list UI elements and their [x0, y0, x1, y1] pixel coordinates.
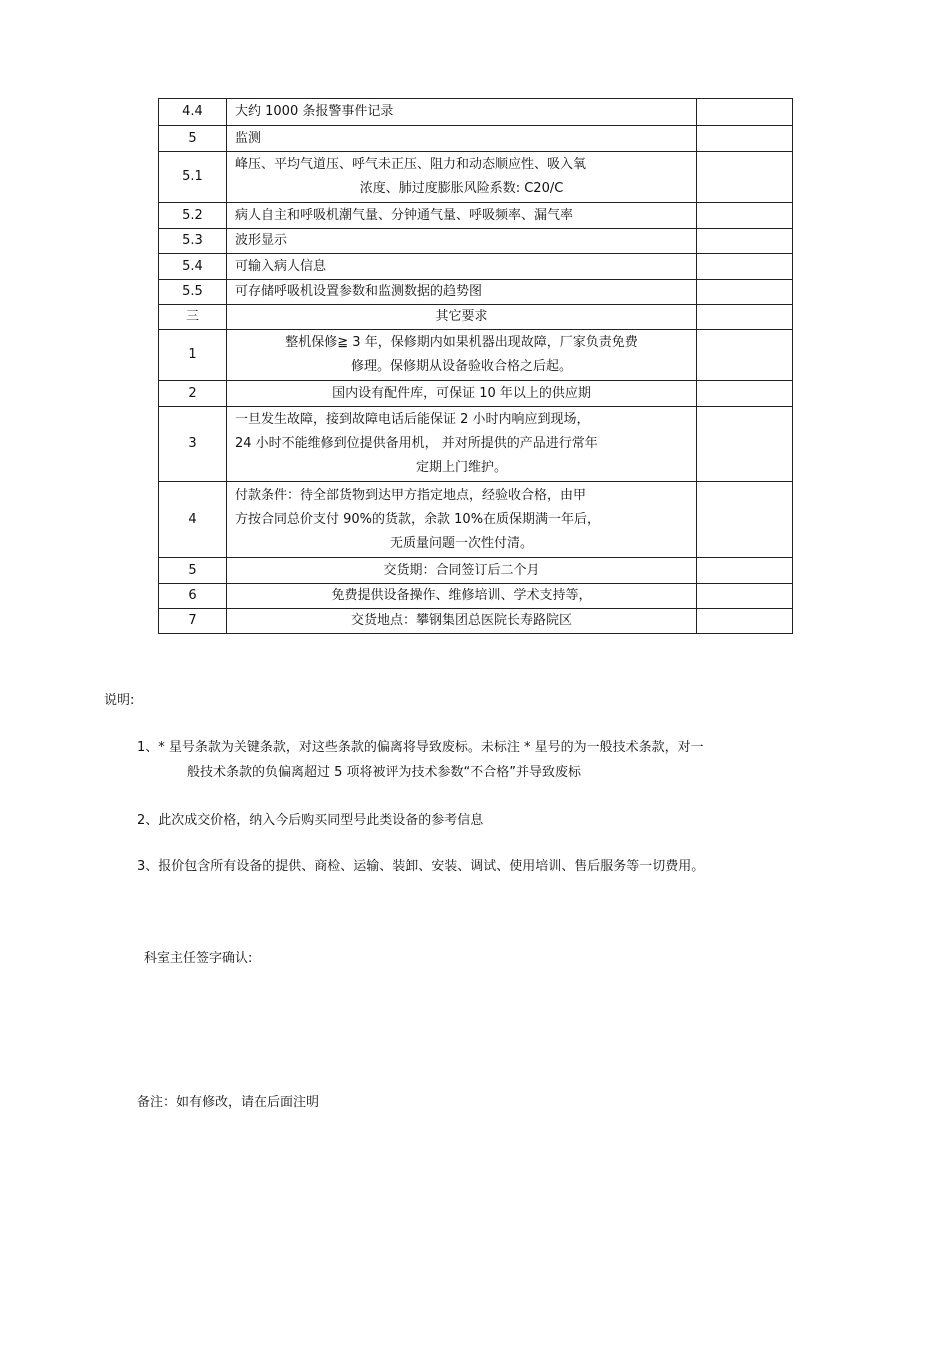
row-content: 整机保修≧ 3 年，保修期内如果机器出现故障，厂家负责免费 修理。保修期从设备验收合格之后起。 — [227, 330, 697, 381]
row-note — [697, 609, 793, 634]
row-content: 监测 — [227, 126, 697, 152]
row-note — [697, 99, 793, 126]
row-content: 病人自主和呼吸机潮气量、分钟通气量、呼吸频率、漏气率 — [227, 203, 697, 229]
row-number: 4 — [159, 482, 227, 558]
row-note — [697, 152, 793, 203]
row-number: 6 — [159, 584, 227, 609]
row-note — [697, 203, 793, 229]
row-note — [697, 305, 793, 330]
row-content: 一旦发生故障，接到故障电话后能保证 2 小时内响应到现场， 24 小时不能维修到位提供备用机， 并对所提供的产品进行常年 定期上门维护。 — [227, 407, 697, 482]
table-row — [159, 152, 793, 203]
section-title: 其它要求 — [227, 305, 697, 330]
row-note — [697, 254, 793, 280]
table-row — [159, 558, 793, 584]
row-number: 5.3 — [159, 229, 227, 254]
row-number: 5.4 — [159, 254, 227, 280]
row-number: 5 — [159, 558, 227, 584]
row-content: 大约 1000 条报警事件记录 — [227, 99, 697, 126]
row-content: 波形显示 — [227, 229, 697, 254]
row-number: 4.4 — [159, 99, 227, 126]
section-number: 三 — [159, 305, 227, 330]
table-row — [159, 584, 793, 609]
row-content: 可输入病人信息 — [227, 254, 697, 280]
row-content: 可存储呼吸机设置参数和监测数据的趋势图 — [227, 280, 697, 305]
note-item — [137, 735, 837, 785]
row-content: 免费提供设备操作、维修培训、学术支持等， — [227, 584, 697, 609]
row-note — [697, 330, 793, 381]
table-row — [159, 381, 793, 407]
row-number: 7 — [159, 609, 227, 634]
row-number: 5.1 — [159, 152, 227, 203]
row-note — [697, 482, 793, 558]
row-note — [697, 229, 793, 254]
note-item: 3、报价包含所有设备的提供、商检、运输、装卸、安装、调试、使用培训、售后服务等一切费用。 — [137, 859, 705, 874]
table-row — [159, 280, 793, 305]
row-number: 1 — [159, 330, 227, 381]
row-note — [697, 407, 793, 482]
note-item: 2、此次成交价格，纳入今后购买同型号此类设备的参考信息 — [137, 813, 484, 828]
table-row — [159, 482, 793, 558]
row-number: 3 — [159, 407, 227, 482]
table-row — [159, 407, 793, 482]
note-text: 1、* 星号条款为关键条款，对这些条款的偏离将导致废标。未标注 * 星号的为一般技术条款，对一 — [137, 740, 704, 755]
row-number: 5.5 — [159, 280, 227, 305]
row-note — [697, 584, 793, 609]
signature-label: 科室主任签字确认: — [144, 951, 253, 966]
table-row — [159, 254, 793, 280]
section-header-row — [159, 305, 793, 330]
row-content: 交货地点：攀钢集团总医院长寿路院区 — [227, 609, 697, 634]
row-note — [697, 126, 793, 152]
table-row — [159, 330, 793, 381]
table-row — [159, 609, 793, 634]
table-row — [159, 203, 793, 229]
row-note — [697, 280, 793, 305]
row-content: 交货期：合同签订后二个月 — [227, 558, 697, 584]
row-number: 2 — [159, 381, 227, 407]
row-content: 付款条件：待全部货物到达甲方指定地点，经验收合格，由甲 方按合同总价支付 90%的货款，余款 10%在质保期满一年后， 无质量问题一次性付清。 — [227, 482, 697, 558]
remark-text: 备注：如有修改，请在后面注明 — [137, 1095, 320, 1110]
spec-table — [158, 98, 793, 634]
row-note — [697, 381, 793, 407]
row-note — [697, 558, 793, 584]
notes-title: 说明: — [104, 693, 135, 708]
row-number: 5.2 — [159, 203, 227, 229]
table-row — [159, 126, 793, 152]
row-content: 峰压、平均气道压、呼气未正压、阻力和动态顺应性、吸入氧 浓度、肺过度膨胀风险系数: C20/C — [227, 152, 697, 203]
table-row — [159, 229, 793, 254]
row-content: 国内设有配件库，可保证 10 年以上的供应期 — [227, 381, 697, 407]
row-number: 5 — [159, 126, 227, 152]
table-row — [159, 99, 793, 126]
note-text: 般技术条款的负偏离超过 5 项将被评为技术参数“不合格”并导致废标 — [187, 765, 582, 780]
